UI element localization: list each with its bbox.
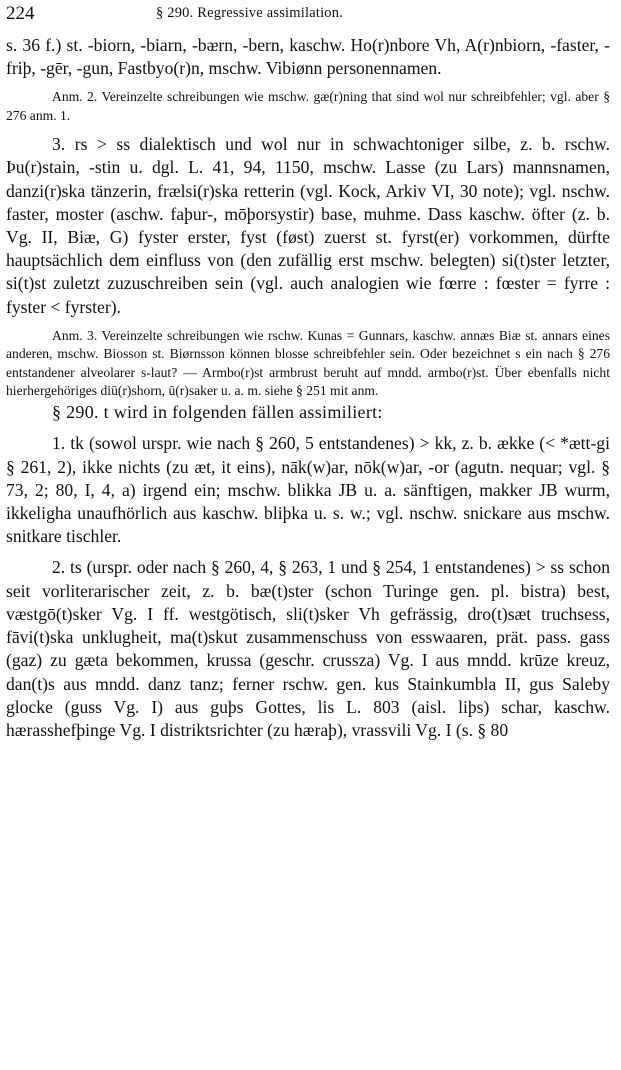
paragraph-continuation: s. 36 f.) st. -biorn, -biarn, -bᴂrn, -bern, kaschw. Ho(r)nbore Vh, A(r)nbiorn, -faster, -friþ, -gēr, -gun, Fastbyo(r)n, mschw. Vibiønn personennamen. [6,35,610,79]
page-number: 224 [6,3,35,24]
running-header [6,0,610,34]
paragraph-rule-3: 3. rs > ss dialektisch und wol nur in schwachtoniger silbe, z. b. rschw. Þu(r)stain, -stin u. dgl. L. 41, 94, 1150, mschw. Lasse (zu Lars) mannsnamen, danzi(r)ska tänzerin, frælsi(r)ska retterin (vgl. Kock, Arkiv VI, 30 note); vgl. nschw. faster, moster (aschw. faþur-, mōþorsystir) base, muhme. Dass kaschw. öfter (z. b. Vg. II, Biæ, G) fyster erster, fyst (føst) zuerst st. fyrst(er) vorkommen, dürfte hauptsächlich dem einfluss von (den zufällig erst mschw. belegten) si(t)ster letzter, si(t)st zuletzt zuzuschreiben sein (vgl. auch analogien wie fœrre : fœster = fyrre : fyster < fyrster). [6,134,610,317]
book-page [6,0,610,742]
section-heading-290: § 290. t wird in folgenden fällen assimiliert: [52,402,383,423]
paragraph-rule-2: 2. ts (urspr. oder nach § 260, 4, § 263, 1 und § 254, 1 entstandenes) > ss schon seit vorliterarischer zeit, z. b. bæ(t)ster (schon Turinge gen. pl. bistra) best, væstgō(t)sker Vg. I ff. westgötisch, sli(t)sker Vh gefrässig, dro(t)sæt truchsess, fāvi(t)ska unklugheit, ma(t)skut zusammenschuss von esswaaren, prät. pass. gass (gaz) zu gæta bekommen, krussa (geschr. crussza) Vg. I aus mndd. krūze kreuz, dan(t)s aus mndd. danz tanz; ferner rschw. gen. kus Stainkumbla II, gus Saleby glocke (guss Vg. I) aus guþs Gottes, lis L. 803 (aisl. liþs) schar, kaschw. hærasshefþinge Vg. I distriktsrichter (zu hæraþ), vrassvili Vg. I (s. § 80 [6,557,610,740]
note-anm-3: Anm. 3. Vereinzelte schreibungen wie rschw. Kunas = Gunnars, kaschw. annæs Biæ st. annars eines anderen, mschw. Biosson st. Biørnsson können blosse schreibfehler sein. Oder bezeichnet s ein nach § 276 entstandener alveolarer s-laut? — Armbo(r)st armbrust beruht auf mndd. armbo(r)st. Über ebenfalls nicht hierhergehöriges diū(r)shorn, ū(r)saker u. a. m. siehe § 251 mit anm. [6,327,610,399]
paragraph-rule-1: 1. tk (sowol urspr. wie nach § 260, 5 entstandenes) > kk, z. b. ække (< *ætt-gi § 261, 2), ikke nichts (zu æt, it eins), nāk(w)ar, nōk(w)ar, -or (agutn. nequar; vgl. § 73, 2; 80, I, 4, a) irgend ein; mschw. blikka JB u. a. sänftigen, makker JB wurm, ikkeligha unaufhörlich aus kaschw. bliþka u. s. w.; vgl. nschw. snickare aus mschw. snitkare tischler. [6,433,610,547]
running-title: § 290. Regressive assimilation. [156,5,344,21]
note-anm-2: Anm. 2. Vereinzelte schreibungen wie mschw. gæ(r)ning that sind wol nur schreibfehler; vgl. aber § 276 anm. 1. [6,89,610,123]
